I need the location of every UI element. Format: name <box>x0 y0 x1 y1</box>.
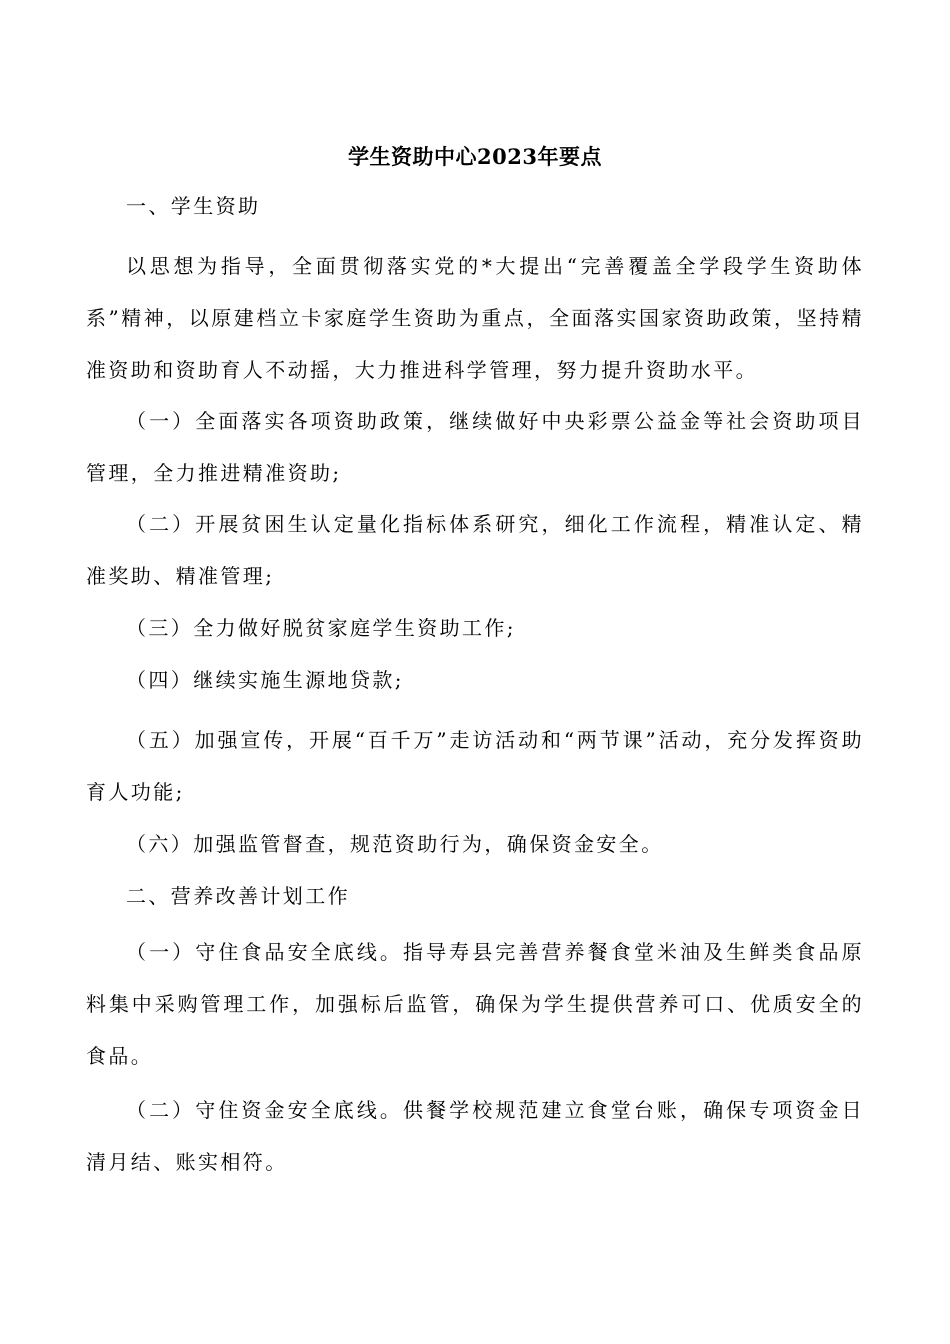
nutrition-item-1: （一）守住食品安全底线。指导寿县完善营养餐食堂米油及生鲜类食品原料集中采购管理工作，加强标后监管，确保为学生提供营养可口、优质安全的食品。 <box>86 940 864 1068</box>
list-item-4: （四）继续实施生源地贷款; <box>126 668 404 692</box>
list-item-2: （二）开展贫困生认定量化指标体系研究，细化工作流程，精准认定、精准奖助、精准管理; <box>86 512 864 588</box>
list-item-1: （一）全面落实各项资助政策，继续做好中央彩票公益金等社会资助项目管理，全力推进精准资助; <box>86 409 864 485</box>
nutrition-item-2: （二）守住资金安全底线。供餐学校规范建立食堂台账，确保专项资金日清月结、账实相符。 <box>86 1098 864 1174</box>
document-title: 学生资助中心2023年要点 <box>348 144 602 169</box>
section-heading-student-aid: 一、学生资助 <box>126 194 261 218</box>
list-item-6: （六）加强监管督查，规范资助行为，确保资金安全。 <box>126 832 664 856</box>
list-item-3: （三）全力做好脱贫家庭学生资助工作; <box>126 616 516 640</box>
list-item-5: （五）加强宣传，开展“百千万”走访活动和“两节课”活动，充分发挥资助育人功能; <box>86 728 864 804</box>
section-heading-nutrition: 二、营养改善计划工作 <box>126 884 350 908</box>
paragraph-intro: 以思想为指导，全面贯彻落实党的*大提出“完善覆盖全学段学生资助体系”精神，以原建档立卡家庭学生资助为重点，全面落实国家资助政策，坚持精准资助和资助育人不动摇，大力推进科学管理，努力提升资助水平。 <box>86 254 864 382</box>
